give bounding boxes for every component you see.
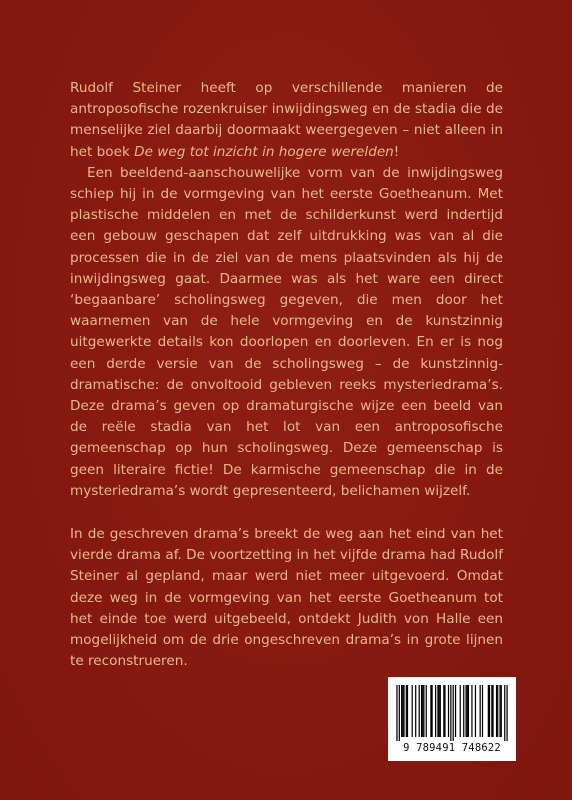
isbn-number: 9 789491 748622: [403, 742, 501, 754]
barcode-bar: [450, 685, 451, 741]
barcode-bar: [488, 685, 489, 737]
barcode-bar: [475, 685, 476, 737]
barcode-bar: [407, 685, 408, 737]
barcode-bar: [499, 685, 500, 737]
barcode-bar: [439, 685, 440, 737]
barcode-bar: [399, 685, 400, 741]
barcode-bar: [448, 685, 449, 737]
barcode-bar: [506, 685, 507, 741]
barcode-bar: [489, 685, 490, 737]
barcode-bar: [401, 685, 402, 737]
barcode-bar: [471, 685, 472, 737]
barcode-bar: [406, 685, 407, 737]
barcode-bar: [463, 685, 464, 737]
barcode-bar: [460, 685, 461, 737]
paragraph-dramas: In de geschreven drama’s breekt de weg aan het eind van het vierde drama af. De voortzetting in het vijfde drama had Rudolf Steiner al gepland, maar werd niet meer uitgevoerd. Omdat deze weg in de vormgeving van het eerste Goetheanum tot het einde toe werd uitgebeeld, ontdekt Judith von Halle een mogelijkheid om de drie ongeschreven drama’s in grote lijnen te reconstrueren.: [70, 526, 503, 670]
barcode-bar: [422, 685, 423, 737]
barcode-bar: [426, 685, 427, 737]
barcode-bar: [412, 685, 413, 737]
barcode-bar: [431, 685, 432, 737]
barcode-bar: [419, 685, 420, 737]
barcode-bar: [491, 685, 492, 737]
barcode-bar: [421, 685, 422, 737]
barcode-bar: [496, 685, 497, 737]
barcode-bar: [443, 685, 444, 737]
barcode-bar: [435, 685, 436, 737]
barcode-bar: [402, 685, 403, 737]
paragraph-intro: [70, 78, 503, 163]
barcode-bar: [468, 685, 469, 737]
barcode-bar: [403, 685, 404, 737]
barcode-bar: [423, 685, 424, 737]
barcode-bar: [465, 685, 466, 737]
intro-end: !: [393, 143, 400, 160]
barcode-bar: [444, 685, 445, 737]
barcode-bar: [455, 685, 456, 737]
barcode-bar: [504, 685, 505, 741]
barcode-bar: [440, 685, 441, 737]
barcode-bar: [482, 685, 483, 737]
barcode-bar: [501, 685, 502, 737]
barcode: [388, 677, 516, 761]
barcode-bar: [437, 685, 438, 737]
barcode-bars: [394, 685, 510, 741]
barcode-bar: [415, 685, 416, 737]
barcode-bar: [480, 685, 481, 737]
paragraph-goetheanum: Een beeldend-aanschouwelijke vorm van de inwijdingsweg schiep hij in de vormgeving van het eerste Goetheanum. Met plastische middelen en met de schilderkunst werd indertijd een gebouw geschapen dat zelf uitdrukking was van al die processen die in de ziel van de mens plaatsvinden als hij de inwijdingsweg gaat. Daarmee was als het ware een direct ‘begaanbare’ scholingsweg gegeven, die men door het waarnemen van de hele vormgeving en de kunstzinnig uitgewerkte details kon doorlopen en doorleven. En er is nog een derde versie van de scholingsweg – de kunstzinnig-dramatische: de onvoltooid gebleven reeks mysteriedrama’s. Deze drama’s geven op dramaturgische wijze een beeld van de reële stadia van het lot van een antroposofische gemeenschap op hun scholingsweg. Deze gemeenschap is geen literaire fictie! De karmische gemeenschap die in de mysteriedrama’s wordt gepresenteerd, belichamen wijzelf.: [70, 164, 503, 499]
barcode-bar: [396, 685, 397, 741]
barcode-bar: [467, 685, 468, 737]
blurb-text: [70, 78, 503, 672]
barcode-bar: [497, 685, 498, 737]
barcode-bar: [492, 685, 493, 737]
barcode-bar: [430, 685, 431, 737]
intro-text: Rudolf Steiner heeft op verschillende manieren de antroposofische rozenkruiser inwijdingsweg en de stadia die de menselijke ziel daarbij doormaakt weergegeven – niet alleen in het boek: [70, 80, 503, 160]
book-title: De weg tot inzicht in hogere werelden: [134, 143, 394, 160]
barcode-bar: [453, 685, 454, 741]
